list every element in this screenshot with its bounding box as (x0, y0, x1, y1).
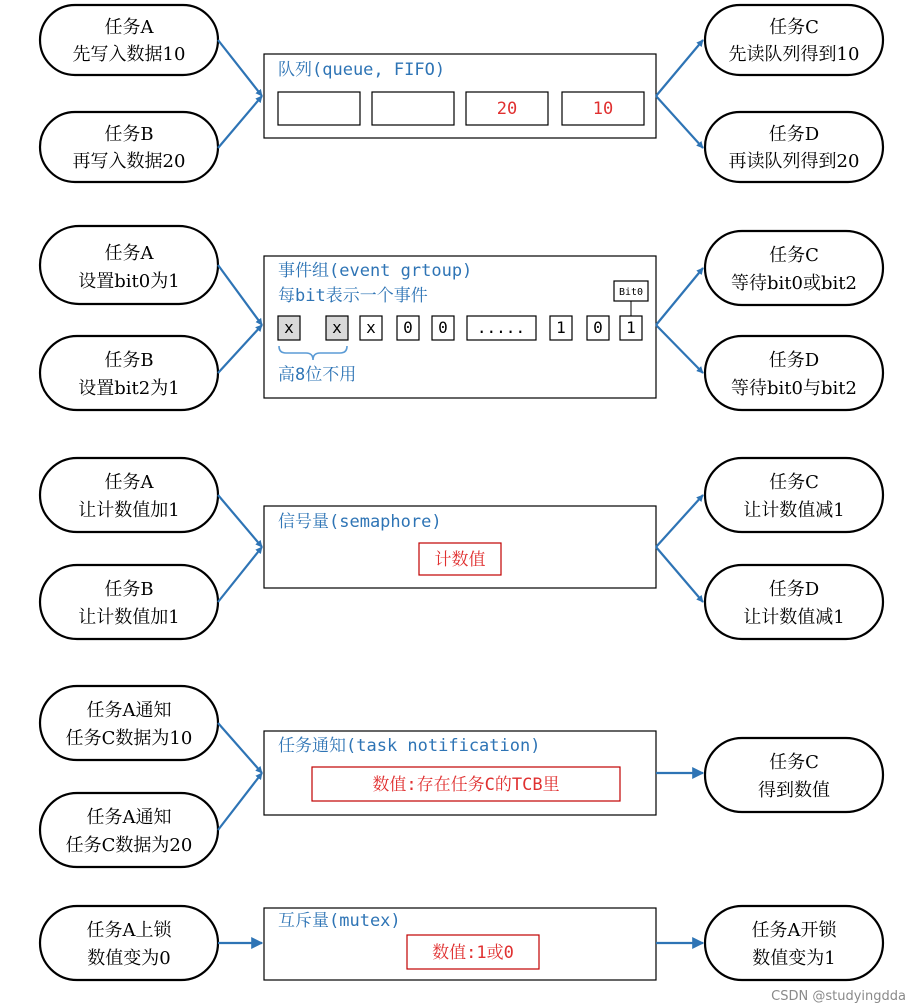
mutex-unlock-line2: 数值变为1 (752, 948, 836, 969)
event-cell-8: 0 (593, 318, 603, 337)
event-group-subtitle: 每bit表示一个事件 (278, 286, 428, 306)
queue-arrow-out-c (656, 40, 703, 96)
queue-task-a-line1: 任务A (104, 17, 154, 38)
mutex-unlock-node (705, 906, 883, 980)
sem-task-b-line1: 任务B (104, 579, 154, 600)
queue-cell-4: 10 (592, 99, 614, 119)
notif-task-c-line2: 得到数值 (758, 780, 830, 801)
queue-task-d-line1: 任务D (768, 124, 820, 145)
queue-task-b-line1: 任务B (104, 124, 154, 145)
sem-task-d-node (705, 565, 883, 639)
queue-task-a-line2: 先写入数据10 (72, 44, 186, 65)
event-group-box (264, 256, 656, 398)
sem-arrow-out-d (656, 547, 703, 602)
event-arrow-out-c (656, 268, 703, 325)
sem-task-b-node (40, 565, 218, 639)
sem-task-a-line1: 任务A (104, 472, 154, 493)
notification-value: 数值:存在任务C的TCB里 (372, 775, 560, 795)
sem-arrow-in-a (218, 495, 262, 547)
sem-task-c-line2: 让计数值减1 (743, 500, 845, 521)
event-task-b-line2: 设置bit2为1 (78, 378, 180, 399)
notif-arrow-in-a1 (218, 723, 262, 773)
mutex-box (264, 908, 656, 980)
sem-task-a-line2: 让计数值加1 (78, 500, 180, 521)
queue-task-d-node (705, 112, 883, 182)
notif-task-a1-node (40, 686, 218, 760)
mutex-lock-line1: 任务A上锁 (86, 920, 172, 941)
event-task-d-line2: 等待bit0与bit2 (731, 378, 857, 399)
queue-task-b-node (40, 112, 218, 182)
notif-arrow-in-a2 (218, 773, 262, 830)
mutex-section (40, 906, 883, 980)
notif-task-a1-line2: 任务C数据为10 (65, 728, 193, 749)
queue-task-c-line1: 任务C (769, 17, 819, 38)
queue-task-a-node (40, 5, 218, 75)
bit0-label: Bit0 (618, 287, 644, 298)
event-cell-5: 0 (438, 318, 448, 337)
semaphore-value: 计数值 (434, 550, 486, 570)
event-task-d-node (705, 336, 883, 410)
queue-section (40, 5, 883, 182)
sem-task-d-line2: 让计数值减1 (743, 607, 845, 628)
sem-task-c-line1: 任务C (769, 472, 819, 493)
event-task-a-line2: 设置bit0为1 (78, 271, 180, 292)
event-task-d-line1: 任务D (768, 350, 820, 371)
queue-cell-3: 20 (496, 99, 518, 119)
event-group-section (40, 226, 883, 410)
mutex-title: 互斥量(mutex) (278, 911, 401, 931)
queue-task-b-line2: 再写入数据20 (72, 151, 186, 172)
queue-arrow-in-b (218, 96, 262, 148)
sem-task-d-line1: 任务D (768, 579, 820, 600)
sem-task-c-node (705, 458, 883, 532)
notif-task-a2-line2: 任务C数据为20 (65, 835, 193, 856)
queue-task-d-line2: 再读队列得到20 (728, 151, 860, 172)
semaphore-box (264, 506, 656, 588)
mutex-lock-node (40, 906, 218, 980)
event-group-title: 事件组(event grtoup) (278, 261, 473, 281)
notification-box (264, 731, 656, 815)
semaphore-section (40, 458, 883, 639)
sem-arrow-out-c (656, 495, 703, 547)
queue-box (264, 54, 656, 138)
event-arrow-in-a (218, 265, 262, 325)
queue-arrow-out-d (656, 96, 703, 148)
event-task-c-line2: 等待bit0或bit2 (731, 273, 857, 294)
event-cell-7: 1 (556, 318, 566, 337)
event-task-b-line1: 任务B (104, 350, 154, 371)
event-cell-2: x (332, 318, 342, 337)
sem-task-a-node (40, 458, 218, 532)
queue-task-c-node (705, 5, 883, 75)
event-group-note: 高8位不用 (278, 365, 357, 385)
queue-title: 队列(queue, FIFO) (278, 60, 446, 80)
event-cell-4: 0 (403, 318, 413, 337)
notif-task-a1-line1: 任务A通知 (86, 700, 172, 721)
event-arrow-in-b (218, 325, 262, 373)
event-task-c-node (705, 231, 883, 305)
event-cell-3: x (366, 318, 376, 337)
notif-task-a2-line1: 任务A通知 (86, 807, 172, 828)
event-cell-9: 1 (626, 318, 636, 337)
queue-arrow-in-a (218, 40, 262, 96)
queue-task-c-line2: 先读队列得到10 (728, 44, 860, 65)
mutex-unlock-line1: 任务A开锁 (751, 920, 837, 941)
notif-task-a2-node (40, 793, 218, 867)
notification-section (40, 686, 883, 867)
mutex-lock-line2: 数值变为0 (87, 948, 171, 969)
notification-title: 任务通知(task notification) (278, 736, 541, 756)
event-task-c-line1: 任务C (769, 245, 819, 266)
sem-task-b-line2: 让计数值加1 (78, 607, 180, 628)
event-task-a-node (40, 226, 218, 304)
mutex-value: 数值:1或0 (432, 943, 514, 963)
watermark: CSDN @studyingdda (771, 989, 906, 1004)
event-task-b-node (40, 336, 218, 410)
event-cell-1: x (284, 318, 294, 337)
notif-task-c-line1: 任务C (769, 752, 819, 773)
event-arrow-out-d (656, 325, 703, 373)
semaphore-title: 信号量(semaphore) (278, 512, 442, 532)
sem-arrow-in-b (218, 547, 262, 602)
event-task-a-line1: 任务A (104, 243, 154, 264)
notif-task-c-node (705, 738, 883, 812)
event-cell-6: ..... (476, 318, 526, 337)
